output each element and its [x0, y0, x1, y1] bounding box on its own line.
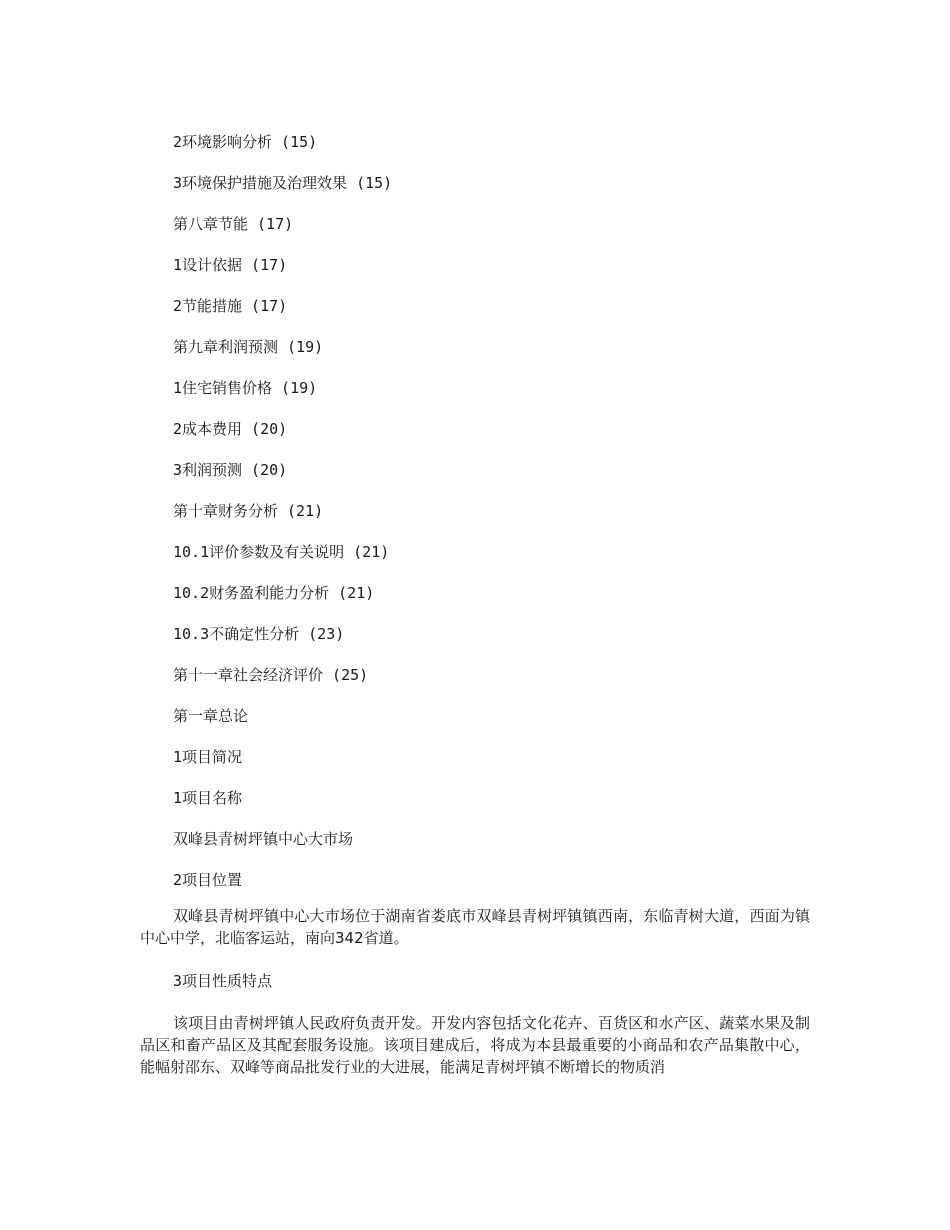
- toc-line: 10.2财务盈利能力分析 (21): [173, 584, 375, 602]
- toc-line: 第八章节能 (17): [173, 215, 294, 233]
- toc-line: 2节能措施 (17): [173, 297, 288, 315]
- chapter-heading: 第一章总论: [173, 707, 249, 725]
- table-of-contents: [173, 131, 813, 910]
- toc-line: 2成本费用 (20): [173, 420, 288, 438]
- section-heading: 3项目性质特点: [173, 972, 273, 990]
- toc-line: 第九章利润预测 (19): [173, 338, 324, 356]
- toc-line: 3环境保护措施及治理效果 (15): [173, 174, 393, 192]
- toc-line: 1住宅销售价格 (19): [173, 379, 318, 397]
- nature-paragraph: 该项目由青树坪镇人民政府负责开发。开发内容包括文化花卉、百货区和水产区、蔬菜水果及制品区和畜产品区及其配套服务设施。该项目建成后，将成为本县最重要的小商品和农产品集散中心，能幅射邵东、双峰等商品批发行业的大进展，能满足青树坪镇不断增长的物质消: [140, 1014, 810, 1076]
- toc-line: 第十章财务分析 (21): [173, 502, 324, 520]
- section-heading: 1项目名称: [173, 789, 243, 807]
- location-paragraph: 双峰县青树坪镇中心大市场位于湖南省娄底市双峰县青树坪镇镇西南，东临青树大道，西面为镇中心中学，北临客运站，南向342省道。: [140, 907, 810, 947]
- toc-line: 3利润预测 (20): [173, 461, 288, 479]
- toc-line: 10.3不确定性分析 (23): [173, 625, 345, 643]
- toc-line: 1设计依据 (17): [173, 256, 288, 274]
- section-heading: 2项目位置: [173, 871, 243, 889]
- toc-line: 10.1评价参数及有关说明 (21): [173, 543, 390, 561]
- toc-line: 2环境影响分析 (15): [173, 133, 318, 151]
- section-heading: 1项目简况: [173, 748, 243, 766]
- project-name-text: 双峰县青树坪镇中心大市场: [173, 830, 354, 848]
- toc-line: 第十一章社会经济评价 (25): [173, 666, 369, 684]
